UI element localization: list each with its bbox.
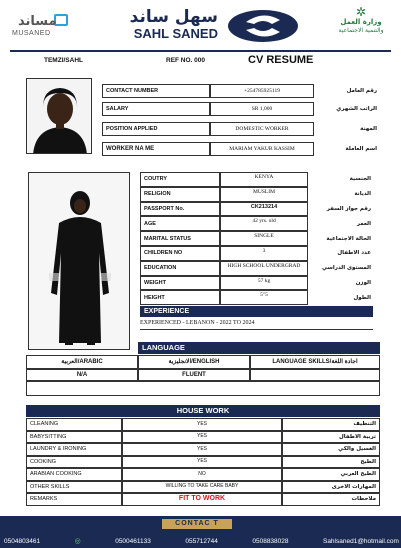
brand-arabic: سهل ساند (129, 7, 218, 27)
brand-name (108, 8, 218, 44)
code-text: TEMZI/SAHL (44, 57, 83, 64)
housework-value: YES (122, 456, 282, 469)
housework-arabic: الطبخ (282, 456, 380, 469)
ministry-line1: وزارة العمل (340, 18, 382, 26)
musaned-logo (10, 12, 72, 38)
housework-arabic: تربية الاطفال (282, 431, 380, 444)
phone-2[interactable]: 0500461133 (115, 537, 151, 545)
language-arabic-value: N/A (26, 369, 138, 381)
language-skills-value (250, 369, 380, 381)
detail-arabic: المستوى الدراسي (321, 265, 371, 272)
housework-value: YES (122, 431, 282, 444)
contact-title: CONTAC T (162, 519, 232, 529)
detail-label: RELIGION (140, 187, 220, 202)
detail-value: MUSLIM (220, 187, 308, 202)
housework-label: LAUNDRY & IRONING (26, 443, 122, 456)
detail-value: HIGH SCHOOL UNDERGRAD (220, 261, 308, 276)
detail-label: CHILDREN NO (140, 246, 220, 261)
language-col-english: الانجليزية/ENGLISH (138, 355, 250, 369)
top-row-value: SR 1,000 (210, 102, 314, 116)
housework-value: YES (122, 443, 282, 456)
full-body-photo (28, 172, 130, 350)
phone-4[interactable]: 0508838028 (252, 537, 289, 545)
housework-arabic: ملاحظات (282, 493, 380, 506)
footer-contacts (4, 536, 399, 546)
detail-arabic: الوزن (355, 279, 371, 286)
detail-arabic: العمر (356, 220, 371, 227)
musaned-english: MUSANED (12, 30, 51, 37)
brand-english: SAHL SANED (133, 26, 218, 41)
top-row-value: DOMESTIC WORKER (210, 122, 314, 136)
detail-value: 5"5 (220, 290, 308, 305)
detail-value: 42 yrs. old (220, 216, 308, 231)
detail-value: 3 (220, 246, 308, 261)
housework-label: COOKING (26, 456, 122, 469)
detail-arabic: الديانة (354, 191, 371, 198)
housework-label: BABYSITTING (26, 431, 122, 444)
phone-3[interactable]: 055712744 (185, 537, 218, 545)
detail-value: 57 kg (220, 276, 308, 291)
header-line (10, 50, 391, 52)
language-col-arabic: العربية/ARABIC (26, 355, 138, 369)
ref-number: REF NO. 000 (166, 57, 206, 64)
top-row-value: +254785925119 (210, 84, 314, 98)
language-header: LANGUAGE (138, 342, 380, 354)
detail-arabic: الجنسية (349, 176, 371, 183)
top-row-arabic: رقم العامل (346, 87, 377, 94)
top-row-arabic: الراتب الشهري (336, 105, 377, 112)
experience-header: EXPERIENCE (140, 306, 373, 317)
ministry-logo (330, 6, 392, 46)
top-row-label: WORKER NA ME (102, 142, 210, 156)
language-col-skills: LANGUAGE SKILLS/اجادة اللغة (250, 355, 380, 369)
housework-arabic: الغسيل والكي (282, 443, 380, 456)
housework-label: CLEANING (26, 418, 122, 431)
detail-label: COUTRY (140, 172, 220, 187)
language-english-value: FLUENT (138, 369, 250, 381)
brand-logo-icon (226, 8, 300, 44)
email-link[interactable]: Sahlsaned1@hotmail.com (322, 537, 399, 545)
portrait-photo (26, 78, 92, 154)
language-empty-row (26, 381, 380, 396)
detail-arabic: الحالة الاجتماعية (326, 235, 371, 242)
top-row-arabic: المهنة (360, 125, 377, 132)
top-row-arabic: اسم العاملة (345, 145, 377, 152)
detail-label: HEIGHT (140, 290, 220, 305)
detail-value: KENYA (220, 172, 308, 187)
phone-1[interactable]: 0504803461 (4, 537, 41, 545)
housework-arabic: المهارات الاخرى (282, 481, 380, 494)
detail-arabic: الطول (353, 294, 371, 301)
top-row-value: MARIAM YAKUB KASSIM (210, 142, 314, 156)
detail-label: MARITAL STATUS (140, 231, 220, 246)
detail-label: EDUCATION (140, 261, 220, 276)
top-row-label: SALARY (102, 102, 210, 116)
housework-arabic: الطبخ العربي (282, 468, 380, 481)
housework-header: HOUSE WORK (26, 405, 380, 417)
page-title: CV RESUME (248, 54, 314, 66)
detail-arabic: رقم جواز السفر (326, 205, 371, 212)
top-row-label: CONTACT NUMBER (102, 84, 210, 98)
palm-icon: ✲ (355, 5, 367, 19)
whatsapp-icon: ◎ (74, 538, 81, 545)
housework-value: YES (122, 418, 282, 431)
housework-value: NO (122, 468, 282, 481)
detail-value: CK213214 (220, 202, 308, 217)
musaned-arabic: مساند (18, 14, 57, 29)
housework-label: ARABIAN COOKING (26, 468, 122, 481)
detail-label: AGE (140, 216, 220, 231)
top-row-label: POSITION APPLIED (102, 122, 210, 136)
ministry-line2: والتنمية الاجتماعية (338, 27, 384, 34)
detail-label: PASSPORT No. (140, 202, 220, 217)
detail-arabic: عدد الاطفال (337, 250, 371, 257)
housework-value: FIT TO WORK (122, 493, 282, 506)
detail-value: SINGLE (220, 231, 308, 246)
housework-label: REMARKS (26, 493, 122, 506)
housework-arabic: التنظيف (282, 418, 380, 431)
housework-value: WILLING TO TAKE CARE BABY (122, 481, 282, 494)
experience-text: EXPERIENCED - LEBANON - 2022 TO 2024 (140, 318, 373, 330)
housework-label: OTHER SKILLS (26, 481, 122, 494)
detail-label: WEIGHT (140, 276, 220, 291)
